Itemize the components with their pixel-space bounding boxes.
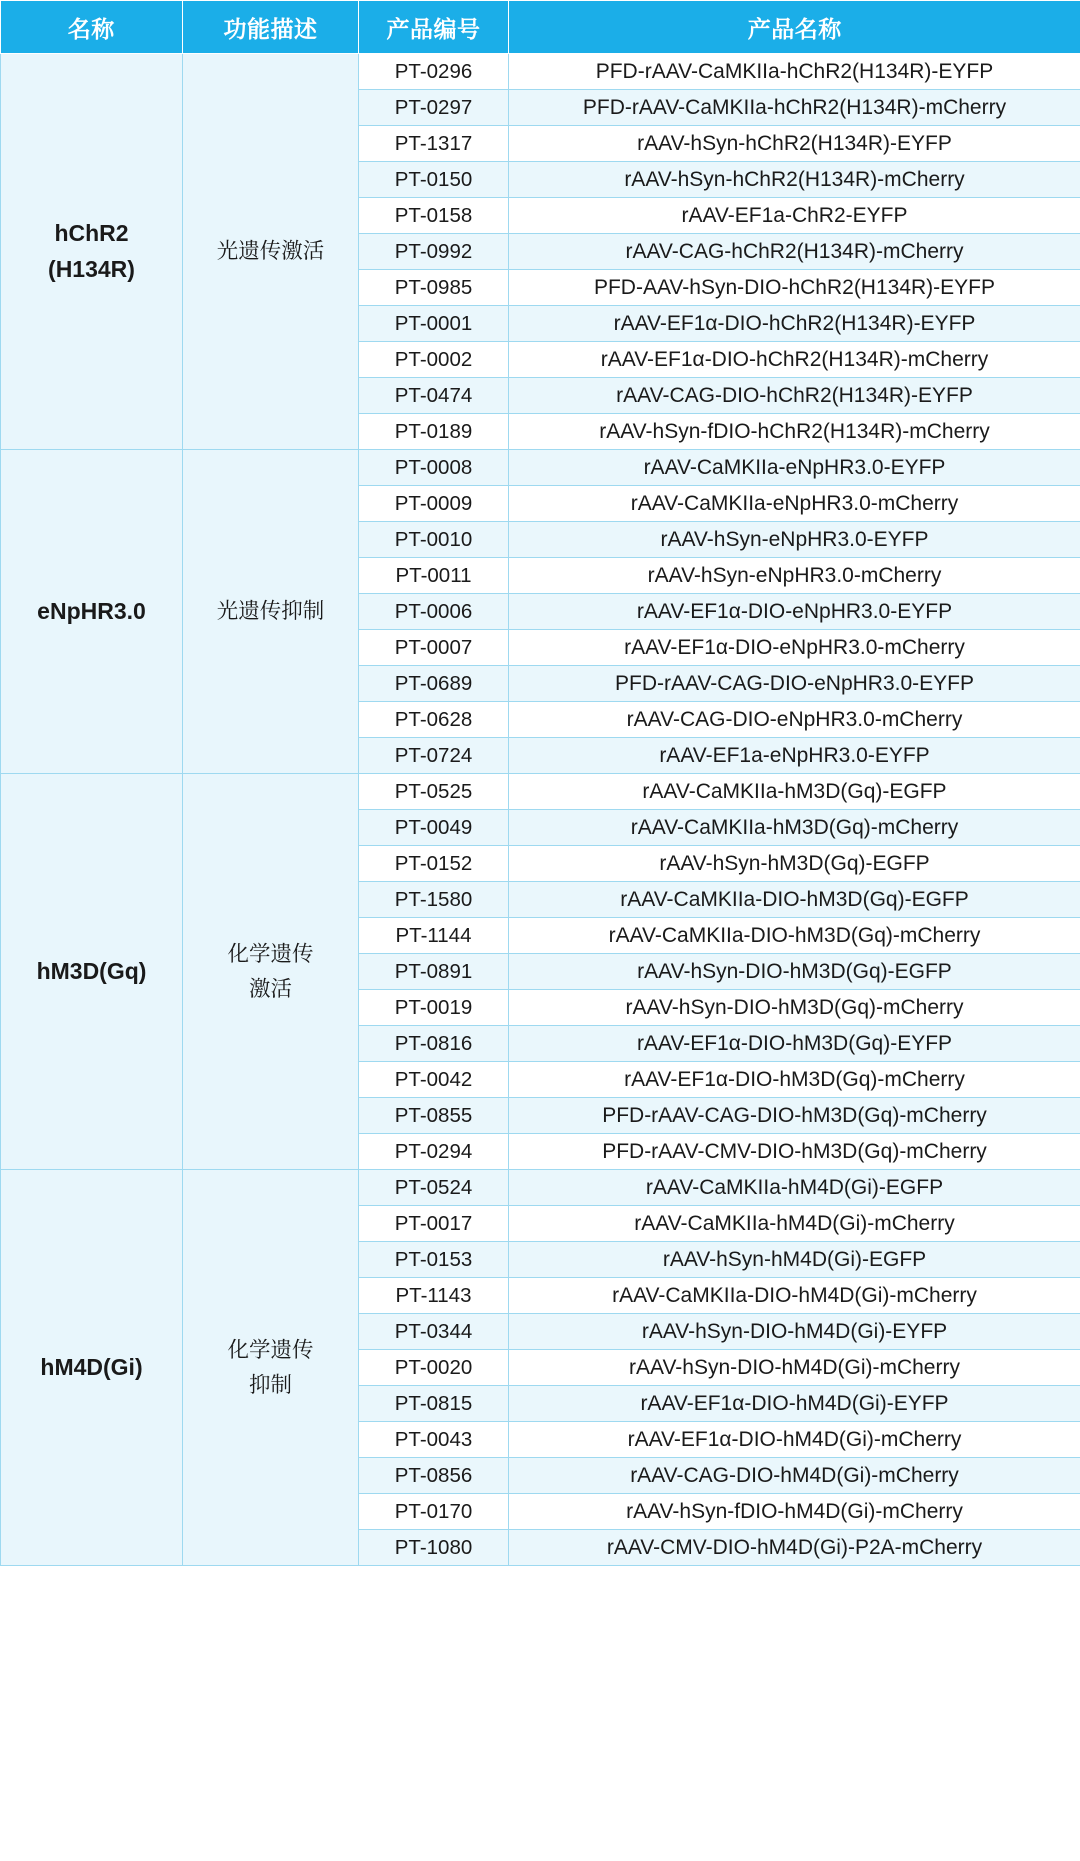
group-name-line: hM4D(Gi) [40, 1353, 143, 1380]
product-name-cell: rAAV-hSyn-eNpHR3.0-mCherry [509, 558, 1080, 594]
group-name-line: hChR2 [54, 219, 129, 246]
product-name-cell: rAAV-CAG-DIO-hChR2(H134R)-EYFP [509, 378, 1080, 414]
product-name-cell: PFD-rAAV-CAG-DIO-eNpHR3.0-EYFP [509, 666, 1080, 702]
product-name-cell: rAAV-CAG-hChR2(H134R)-mCherry [509, 234, 1080, 270]
product-code-cell: PT-0008 [359, 450, 509, 486]
table-row [1, 1170, 1080, 1206]
product-name-cell: rAAV-EF1α-DIO-hM3D(Gq)-mCherry [509, 1062, 1080, 1098]
product-name-cell: PFD-rAAV-CMV-DIO-hM3D(Gq)-mCherry [509, 1134, 1080, 1170]
group-function-line: 化学遗传 [227, 1338, 314, 1363]
product-name-cell: rAAV-hSyn-DIO-hM3D(Gq)-EGFP [509, 954, 1080, 990]
product-name-cell: rAAV-hSyn-hChR2(H134R)-mCherry [509, 162, 1080, 198]
group-function-cell [183, 774, 359, 1170]
product-code-cell: PT-0296 [359, 54, 509, 90]
product-name-cell: rAAV-EF1α-DIO-hM4D(Gi)-mCherry [509, 1422, 1080, 1458]
product-code-cell: PT-0002 [359, 342, 509, 378]
group-name-line: hM3D(Gq) [36, 957, 147, 984]
product-name-cell: rAAV-hSyn-fDIO-hM4D(Gi)-mCherry [509, 1494, 1080, 1530]
product-code-cell: PT-1144 [359, 918, 509, 954]
header-row [1, 1, 1080, 54]
group-name-cell [1, 774, 183, 1170]
product-code-cell: PT-0011 [359, 558, 509, 594]
product-code-cell: PT-0001 [359, 306, 509, 342]
product-code-cell: PT-0628 [359, 702, 509, 738]
product-name-cell: rAAV-CaMKIIa-DIO-hM3D(Gq)-mCherry [509, 918, 1080, 954]
product-code-cell: PT-0856 [359, 1458, 509, 1494]
product-name-cell: rAAV-EF1α-DIO-hChR2(H134R)-EYFP [509, 306, 1080, 342]
product-name-cell: rAAV-hSyn-fDIO-hChR2(H134R)-mCherry [509, 414, 1080, 450]
group-name-line: (H134R) [48, 255, 135, 282]
product-name-cell: rAAV-EF1α-DIO-hChR2(H134R)-mCherry [509, 342, 1080, 378]
product-name-cell: rAAV-EF1α-DIO-eNpHR3.0-EYFP [509, 594, 1080, 630]
table-header [1, 1, 1080, 54]
product-name-cell: rAAV-EF1α-DIO-hM4D(Gi)-EYFP [509, 1386, 1080, 1422]
product-name-cell: rAAV-hSyn-hChR2(H134R)-EYFP [509, 126, 1080, 162]
product-name-cell: rAAV-CMV-DIO-hM4D(Gi)-P2A-mCherry [509, 1530, 1080, 1566]
product-name-cell: rAAV-CaMKIIa-hM4D(Gi)-mCherry [509, 1206, 1080, 1242]
product-code-cell: PT-0524 [359, 1170, 509, 1206]
product-code-cell: PT-0855 [359, 1098, 509, 1134]
product-name-cell: PFD-rAAV-CaMKIIa-hChR2(H134R)-EYFP [509, 54, 1080, 90]
product-name-cell: PFD-AAV-hSyn-DIO-hChR2(H134R)-EYFP [509, 270, 1080, 306]
group-function-cell [183, 1170, 359, 1566]
product-name-cell: rAAV-EF1α-DIO-eNpHR3.0-mCherry [509, 630, 1080, 666]
product-code-cell: PT-0049 [359, 810, 509, 846]
product-code-cell: PT-0010 [359, 522, 509, 558]
product-name-cell: rAAV-EF1α-DIO-hM3D(Gq)-EYFP [509, 1026, 1080, 1062]
group-function-line: 抑制 [248, 1372, 292, 1397]
product-code-cell: PT-0042 [359, 1062, 509, 1098]
product-name-cell: rAAV-CaMKIIa-eNpHR3.0-mCherry [509, 486, 1080, 522]
product-code-cell: PT-0153 [359, 1242, 509, 1278]
product-code-cell: PT-1580 [359, 882, 509, 918]
product-name-cell: rAAV-EF1a-eNpHR3.0-EYFP [509, 738, 1080, 774]
product-name-cell: rAAV-hSyn-eNpHR3.0-EYFP [509, 522, 1080, 558]
product-name-cell: rAAV-EF1a-ChR2-EYFP [509, 198, 1080, 234]
product-code-cell: PT-0724 [359, 738, 509, 774]
product-name-cell: rAAV-CaMKIIa-DIO-hM3D(Gq)-EGFP [509, 882, 1080, 918]
product-code-cell: PT-0158 [359, 198, 509, 234]
product-code-cell: PT-0689 [359, 666, 509, 702]
product-name-cell: rAAV-CaMKIIa-hM4D(Gi)-EGFP [509, 1170, 1080, 1206]
product-code-cell: PT-0816 [359, 1026, 509, 1062]
product-name-cell: rAAV-hSyn-hM3D(Gq)-EGFP [509, 846, 1080, 882]
product-code-cell: PT-0815 [359, 1386, 509, 1422]
product-code-cell: PT-0019 [359, 990, 509, 1026]
group-function-cell [183, 54, 359, 450]
table-body [1, 54, 1080, 1566]
group-function-line: 光遗传抑制 [216, 599, 325, 624]
product-code-cell: PT-0294 [359, 1134, 509, 1170]
product-code-cell: PT-0344 [359, 1314, 509, 1350]
group-name-cell [1, 1170, 183, 1566]
product-name-cell: rAAV-CAG-DIO-eNpHR3.0-mCherry [509, 702, 1080, 738]
group-name-cell [1, 450, 183, 774]
group-name-cell [1, 54, 183, 450]
product-code-cell: PT-0891 [359, 954, 509, 990]
product-code-cell: PT-0017 [359, 1206, 509, 1242]
group-function-line: 化学遗传 [227, 942, 314, 967]
product-code-cell: PT-0170 [359, 1494, 509, 1530]
product-name-cell: rAAV-CaMKIIa-hM3D(Gq)-EGFP [509, 774, 1080, 810]
group-function-cell [183, 450, 359, 774]
product-name-cell: rAAV-CaMKIIa-hM3D(Gq)-mCherry [509, 810, 1080, 846]
product-code-cell: PT-0150 [359, 162, 509, 198]
product-name-cell: rAAV-hSyn-DIO-hM4D(Gi)-EYFP [509, 1314, 1080, 1350]
column-header-name: 名称 [1, 1, 183, 54]
column-header-function: 功能描述 [183, 1, 359, 54]
table-row [1, 54, 1080, 90]
group-function-line: 激活 [248, 976, 292, 1001]
table-row [1, 450, 1080, 486]
product-name-cell: rAAV-CaMKIIa-DIO-hM4D(Gi)-mCherry [509, 1278, 1080, 1314]
product-code-cell: PT-0474 [359, 378, 509, 414]
product-name-cell: PFD-rAAV-CaMKIIa-hChR2(H134R)-mCherry [509, 90, 1080, 126]
product-code-cell: PT-0043 [359, 1422, 509, 1458]
product-code-cell: PT-0985 [359, 270, 509, 306]
product-code-cell: PT-0992 [359, 234, 509, 270]
product-code-cell: PT-0020 [359, 1350, 509, 1386]
group-name-line: eNpHR3.0 [37, 597, 146, 624]
product-code-cell: PT-1317 [359, 126, 509, 162]
product-name-cell: rAAV-hSyn-DIO-hM3D(Gq)-mCherry [509, 990, 1080, 1026]
product-code-cell: PT-0525 [359, 774, 509, 810]
column-header-product-name: 产品名称 [509, 1, 1080, 54]
product-code-cell: PT-1143 [359, 1278, 509, 1314]
product-code-cell: PT-0152 [359, 846, 509, 882]
product-name-cell: rAAV-CAG-DIO-hM4D(Gi)-mCherry [509, 1458, 1080, 1494]
product-name-cell: rAAV-CaMKIIa-eNpHR3.0-EYFP [509, 450, 1080, 486]
group-function-line: 光遗传激活 [216, 239, 325, 264]
column-header-product-code: 产品编号 [359, 1, 509, 54]
product-code-cell: PT-1080 [359, 1530, 509, 1566]
product-name-cell: rAAV-hSyn-hM4D(Gi)-EGFP [509, 1242, 1080, 1278]
product-code-cell: PT-0189 [359, 414, 509, 450]
product-code-cell: PT-0007 [359, 630, 509, 666]
product-name-cell: rAAV-hSyn-DIO-hM4D(Gi)-mCherry [509, 1350, 1080, 1386]
product-code-cell: PT-0297 [359, 90, 509, 126]
product-code-cell: PT-0009 [359, 486, 509, 522]
product-code-cell: PT-0006 [359, 594, 509, 630]
table-row [1, 774, 1080, 810]
product-name-cell: PFD-rAAV-CAG-DIO-hM3D(Gq)-mCherry [509, 1098, 1080, 1134]
